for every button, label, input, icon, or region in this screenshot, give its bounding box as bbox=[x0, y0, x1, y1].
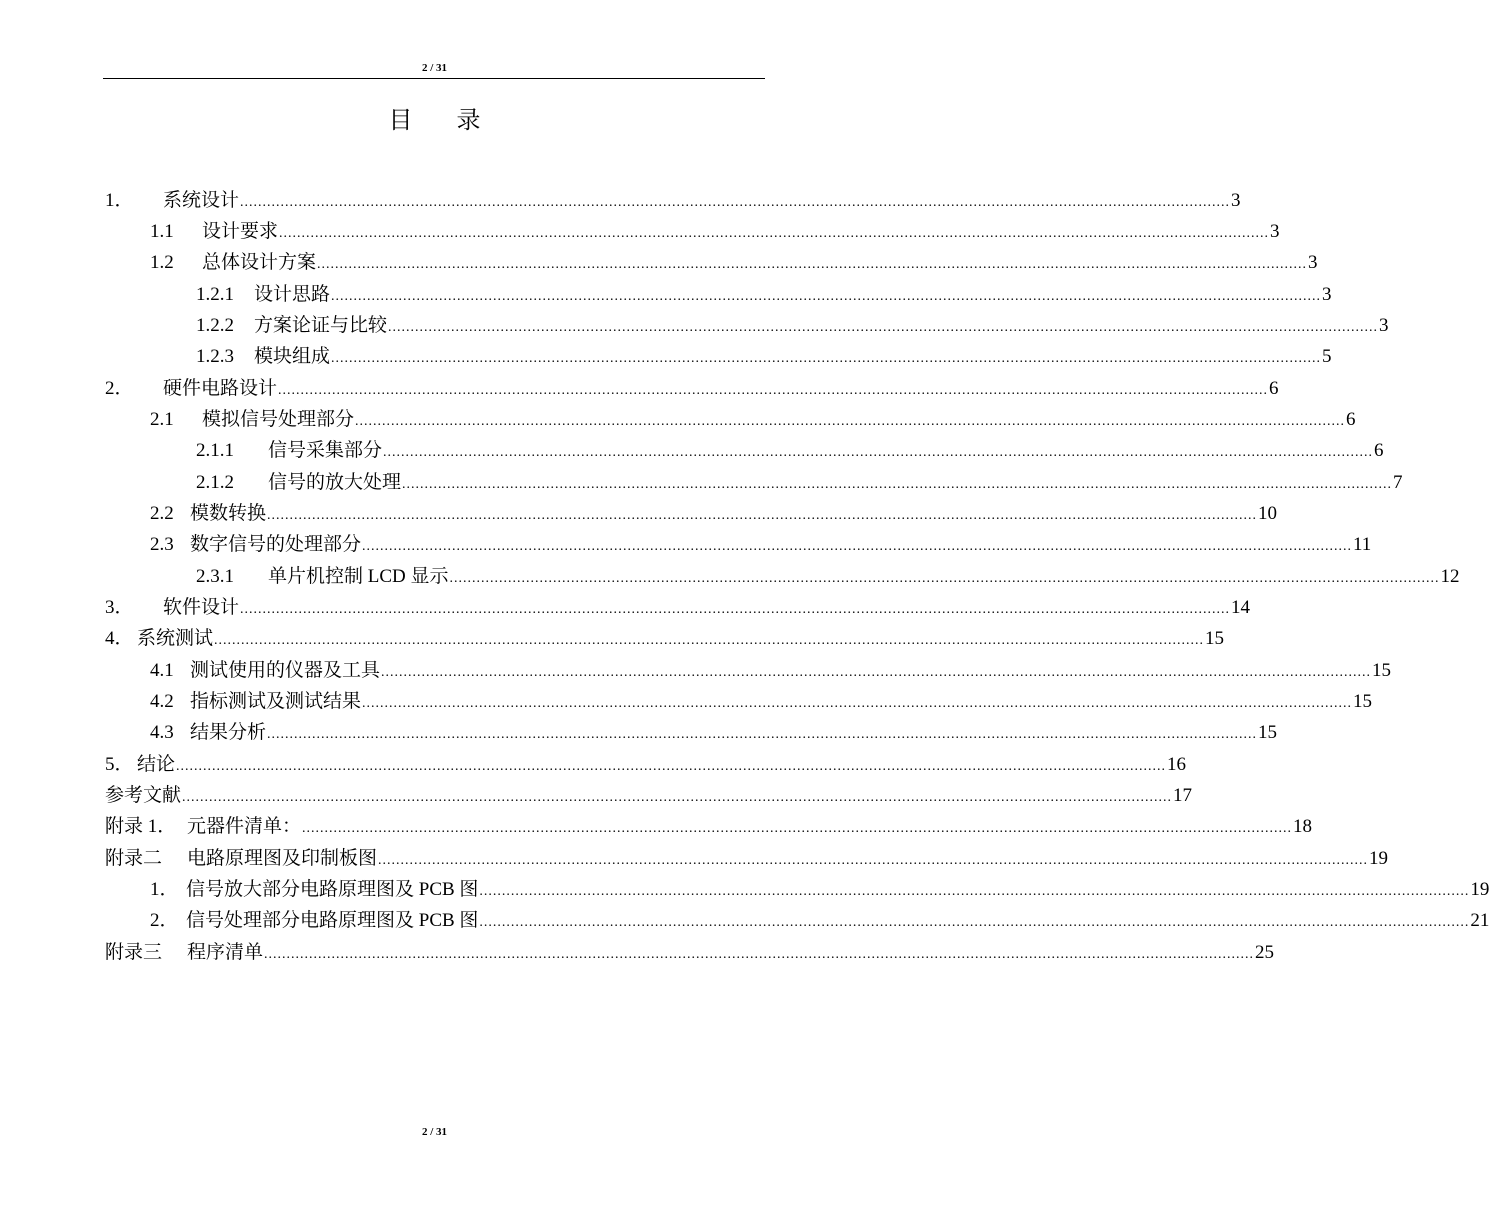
toc-entry-page: 19 bbox=[1369, 848, 1389, 869]
toc-entry[interactable] bbox=[196, 560, 1460, 588]
toc-entry-page: 15 bbox=[1258, 722, 1278, 743]
toc-leader-dots: ............................................................................................................................................................................................................................ bbox=[331, 351, 1322, 366]
toc-entry-label: 单片机控制 LCD 显示 bbox=[268, 566, 449, 587]
toc-leader-dots: ............................................................................................................................................................................................................................ bbox=[267, 727, 1258, 742]
title-char-2: 录 bbox=[456, 108, 481, 134]
toc-entry[interactable] bbox=[150, 246, 1318, 274]
toc-entry-page: 6 bbox=[1346, 409, 1356, 430]
toc-entry-number: 2.2 bbox=[150, 503, 174, 524]
toc-entry-number: 5． bbox=[105, 754, 134, 775]
toc-leader-dots: ............................................................................................................................................................................................................................ bbox=[479, 915, 1470, 930]
toc-entry-page: 25 bbox=[1255, 942, 1275, 963]
page-title bbox=[0, 100, 869, 135]
toc-entry-number: 1.2 bbox=[150, 252, 174, 273]
toc-leader-dots: ............................................................................................................................................................................................................................ bbox=[279, 226, 1270, 241]
toc-entry-page: 14 bbox=[1231, 597, 1251, 618]
header-page-number: 2 / 31 bbox=[421, 62, 448, 74]
toc-entry-page: 3 bbox=[1308, 252, 1318, 273]
toc-entry-label: 软件设计 bbox=[163, 597, 240, 618]
toc-entry[interactable] bbox=[150, 528, 1372, 556]
header-rule bbox=[103, 78, 765, 79]
toc-entry-label: 电路原理图及印制板图 bbox=[187, 848, 378, 869]
toc-leader-dots: ............................................................................................................................................................................................................................ bbox=[240, 602, 1231, 617]
toc-entry[interactable] bbox=[196, 278, 1332, 306]
toc-entry-number: 4.3 bbox=[150, 722, 174, 743]
toc-entry-label: 程序清单 bbox=[187, 942, 264, 963]
toc-entry-label: 结果分析 bbox=[190, 722, 267, 743]
toc-entry-page: 6 bbox=[1374, 440, 1384, 461]
toc-entry[interactable] bbox=[105, 748, 1187, 776]
toc-entry[interactable] bbox=[105, 810, 1313, 838]
toc-entry-number: 2.3 bbox=[150, 534, 174, 555]
toc-entry-number: 2.3.1 bbox=[196, 566, 234, 587]
toc-entry-number: 1． bbox=[150, 879, 179, 900]
toc-leader-dots: ............................................................................................................................................................................................................................ bbox=[182, 790, 1173, 805]
toc-entry-number: 4.1 bbox=[150, 660, 174, 681]
toc-entry-number: 附录 1． bbox=[105, 816, 177, 837]
toc-leader-dots: ............................................................................................................................................................................................................................ bbox=[331, 289, 1322, 304]
toc-leader-dots: ............................................................................................................................................................................................................................ bbox=[362, 539, 1353, 554]
toc-entry-label: 信号放大部分电路原理图及 PCB 图 bbox=[186, 879, 479, 900]
toc-leader-dots: ............................................................................................................................................................................................................................ bbox=[402, 477, 1393, 492]
toc-entry[interactable] bbox=[150, 654, 1392, 682]
toc-entry[interactable] bbox=[196, 434, 1384, 462]
toc-entry-label: 硬件电路设计 bbox=[163, 378, 278, 399]
toc-entry-label: 结论 bbox=[137, 754, 176, 775]
toc-entry-label: 设计要求 bbox=[202, 221, 279, 242]
toc-entry-number: 2.1 bbox=[150, 409, 174, 430]
toc-entry-label: 元器件清单： bbox=[187, 816, 302, 837]
toc-entry-label: 系统设计 bbox=[163, 190, 240, 211]
toc-entry-page: 11 bbox=[1353, 534, 1372, 555]
toc-entry-label: 总体设计方案 bbox=[202, 252, 317, 273]
toc-entry-page: 5 bbox=[1322, 346, 1332, 367]
toc-entry-page: 16 bbox=[1167, 754, 1187, 775]
toc-leader-dots: ............................................................................................................................................................................................................................ bbox=[383, 445, 1374, 460]
toc-entry-page: 3 bbox=[1379, 315, 1389, 336]
toc-leader-dots: ............................................................................................................................................................................................................................ bbox=[388, 320, 1379, 335]
toc-entry-number: 1.2.1 bbox=[196, 284, 234, 305]
toc-leader-dots: ............................................................................................................................................................................................................................ bbox=[214, 633, 1205, 648]
toc-entry-number: 4． bbox=[105, 628, 134, 649]
toc-leader-dots: ............................................................................................................................................................................................................................ bbox=[176, 759, 1167, 774]
toc-entry-number: 1.1 bbox=[150, 221, 174, 242]
toc-leader-dots: ............................................................................................................................................................................................................................ bbox=[479, 884, 1470, 899]
toc-entry-label: 模拟信号处理部分 bbox=[202, 409, 355, 430]
toc-entry[interactable] bbox=[150, 716, 1278, 744]
toc-entry-label: 模数转换 bbox=[190, 503, 267, 524]
toc-entry[interactable] bbox=[105, 372, 1279, 400]
toc-entry[interactable] bbox=[105, 779, 1193, 807]
toc-entry[interactable] bbox=[150, 497, 1278, 525]
toc-entry-label: 信号的放大处理 bbox=[268, 472, 402, 493]
toc-entry-page: 3 bbox=[1231, 190, 1241, 211]
toc-entry[interactable] bbox=[150, 873, 1489, 901]
toc-entry[interactable] bbox=[150, 904, 1489, 932]
toc-leader-dots: ............................................................................................................................................................................................................................ bbox=[317, 257, 1308, 272]
toc-entry[interactable] bbox=[196, 466, 1403, 494]
toc-entry[interactable] bbox=[105, 842, 1389, 870]
toc-leader-dots: ............................................................................................................................................................................................................................ bbox=[264, 947, 1255, 962]
toc-entry-page: 3 bbox=[1270, 221, 1280, 242]
toc-entry-label: 模块组成 bbox=[254, 346, 331, 367]
toc-leader-dots: ............................................................................................................................................................................................................................ bbox=[381, 665, 1372, 680]
toc-leader-dots: ............................................................................................................................................................................................................................ bbox=[278, 383, 1269, 398]
toc-entry[interactable] bbox=[105, 591, 1251, 619]
toc-entry-number: 3． bbox=[105, 597, 134, 618]
toc-entry[interactable] bbox=[196, 340, 1332, 368]
toc-entry-number: 2． bbox=[105, 378, 134, 399]
toc-entry[interactable] bbox=[105, 936, 1275, 964]
toc-entry-label: 系统测试 bbox=[137, 628, 214, 649]
toc-entry-page: 10 bbox=[1258, 503, 1278, 524]
toc-entry-label: 数字信号的处理部分 bbox=[190, 534, 362, 555]
toc-entry-label: 信号采集部分 bbox=[268, 440, 383, 461]
toc-entry-page: 19 bbox=[1470, 879, 1489, 900]
toc-leader-dots: ............................................................................................................................................................................................................................ bbox=[449, 571, 1440, 586]
toc-entry-number: 1.2.2 bbox=[196, 315, 234, 336]
toc-entry-label: 方案论证与比较 bbox=[254, 315, 388, 336]
toc-entry-page: 17 bbox=[1173, 785, 1193, 806]
toc-entry-page: 15 bbox=[1353, 691, 1373, 712]
title-char-1: 目 bbox=[388, 108, 413, 134]
toc-entry-number: 2.1.1 bbox=[196, 440, 234, 461]
toc-entry[interactable] bbox=[150, 685, 1373, 713]
toc-entry-number: 2． bbox=[150, 910, 179, 931]
toc-leader-dots: ............................................................................................................................................................................................................................ bbox=[302, 821, 1293, 836]
toc-entry-number: 1.2.3 bbox=[196, 346, 234, 367]
toc-entry-page: 18 bbox=[1293, 816, 1313, 837]
toc-entry-page: 7 bbox=[1393, 472, 1403, 493]
toc-entry[interactable] bbox=[150, 215, 1280, 243]
toc-entry-number: 2.1.2 bbox=[196, 472, 234, 493]
toc-entry-number: 1． bbox=[105, 190, 134, 211]
toc-leader-dots: ............................................................................................................................................................................................................................ bbox=[378, 853, 1369, 868]
toc-entry-page: 21 bbox=[1470, 910, 1489, 931]
toc-entry[interactable] bbox=[105, 622, 1225, 650]
toc-entry-page: 12 bbox=[1440, 566, 1460, 587]
toc-entry-label: 信号处理部分电路原理图及 PCB 图 bbox=[186, 910, 479, 931]
toc-entry-label: 测试使用的仪器及工具 bbox=[190, 660, 381, 681]
toc-entry[interactable] bbox=[150, 403, 1356, 431]
footer-page-number: 2 / 31 bbox=[421, 1126, 448, 1138]
toc-entry-page: 15 bbox=[1372, 660, 1392, 681]
toc-entry-page: 6 bbox=[1269, 378, 1279, 399]
toc-leader-dots: ............................................................................................................................................................................................................................ bbox=[362, 696, 1353, 711]
toc-entry-number: 附录二 bbox=[105, 848, 163, 869]
toc-entry[interactable] bbox=[196, 309, 1389, 337]
toc-entry-label: 设计思路 bbox=[254, 284, 331, 305]
toc-entry-label: 指标测试及测试结果 bbox=[190, 691, 362, 712]
toc-entry-number: 附录三 bbox=[105, 942, 163, 963]
toc-leader-dots: ............................................................................................................................................................................................................................ bbox=[355, 414, 1346, 429]
toc-entry-number: 4.2 bbox=[150, 691, 174, 712]
toc-entry-label: 参考文献 bbox=[105, 785, 182, 806]
toc-entry-page: 3 bbox=[1322, 284, 1332, 305]
toc-leader-dots: ............................................................................................................................................................................................................................ bbox=[240, 195, 1231, 210]
toc-entry[interactable] bbox=[105, 184, 1241, 212]
toc-leader-dots: ............................................................................................................................................................................................................................ bbox=[267, 508, 1258, 523]
toc-entry-page: 15 bbox=[1205, 628, 1225, 649]
